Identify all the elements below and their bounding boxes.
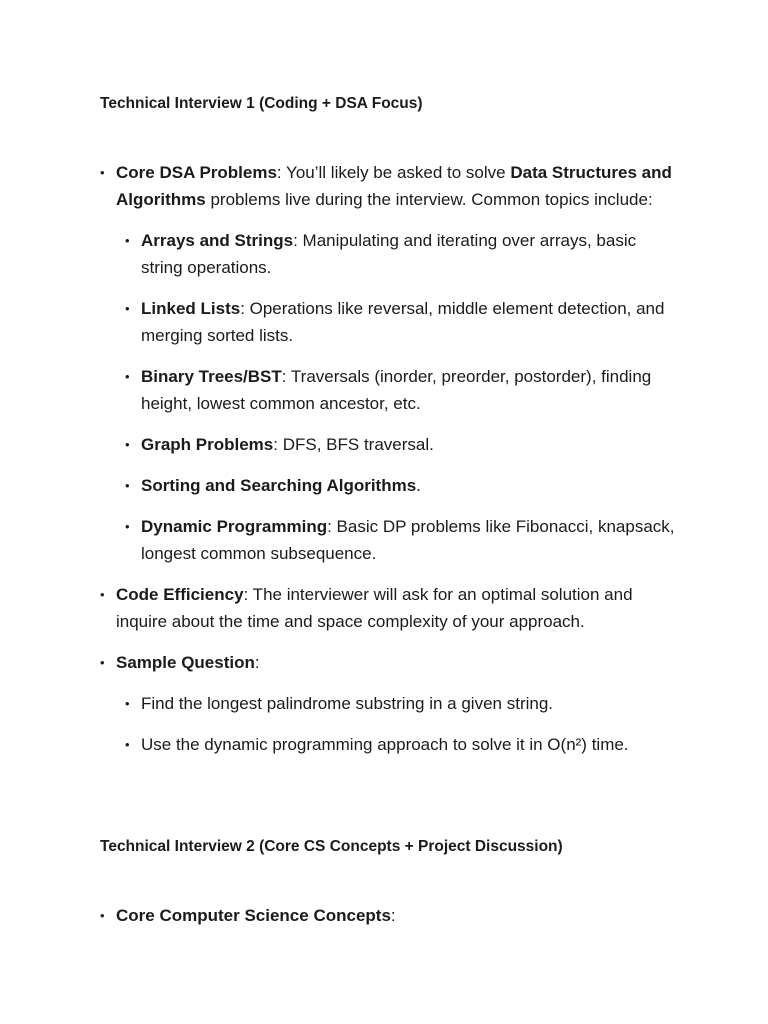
bold-term: Linked Lists (141, 299, 241, 318)
list-item-text (141, 227, 680, 281)
bullet-icon: • (125, 233, 130, 248)
bullet-icon: • (100, 587, 105, 602)
bullet-icon: • (125, 369, 130, 384)
item-text: problems live during the interview. Common topics include: (205, 190, 653, 209)
list-item (100, 902, 680, 929)
item-text: : You’ll likely be asked to solve (276, 163, 511, 182)
interview-2-list (100, 902, 680, 943)
item-text: : (254, 653, 260, 672)
bullet-icon: • (125, 301, 130, 316)
bullet-icon: • (125, 519, 130, 534)
section-heading-interview-1: Technical Interview 1 (Coding + DSA Focus) (100, 95, 423, 112)
sub-list-item (125, 731, 680, 758)
sub-list-item (125, 513, 680, 567)
item-text: Find the longest palindrome substring in a given string. (141, 694, 554, 713)
list-item (100, 581, 680, 635)
section-heading-interview-2: Technical Interview 2 (Core CS Concepts + Project Discussion) (100, 838, 563, 855)
list-item-text (116, 902, 680, 929)
bullet-icon: • (100, 165, 105, 180)
bullet-icon: • (125, 737, 130, 752)
item-text: : DFS, BFS traversal. (273, 435, 434, 454)
list-item-text (116, 649, 680, 676)
bold-term: Core Computer Science Concepts (116, 906, 391, 925)
item-text: : Traversals (inorder, preorder, postorder), finding height, lowest common ancestor, etc. (141, 367, 652, 413)
sub-list-item (125, 431, 680, 458)
list-item-text (141, 363, 680, 417)
list-item-text (141, 472, 680, 499)
bold-term: Dynamic Programming (141, 517, 328, 536)
list-item-text (141, 731, 680, 758)
sub-list-item (125, 227, 680, 281)
bold-term: Binary Trees/BST (141, 367, 282, 386)
sub-list-item (125, 363, 680, 417)
bold-term: Arrays and Strings (141, 231, 294, 250)
sub-list (125, 690, 680, 758)
bullet-icon: • (125, 696, 130, 711)
item-text: : (390, 906, 396, 925)
bullet-icon: • (100, 908, 105, 923)
item-text: : Manipulating and iterating over arrays, basic string operations. (141, 231, 637, 277)
bullet-icon: • (125, 437, 130, 452)
bold-term: Graph Problems (141, 435, 274, 454)
list-item (100, 649, 680, 758)
item-text: . (416, 476, 421, 495)
sub-list-item (125, 295, 680, 349)
item-text: : Basic DP problems like Fibonacci, knapsack, longest common subsequence. (141, 517, 675, 563)
bullet-icon: • (125, 478, 130, 493)
list-item-text (141, 295, 680, 349)
bold-term: Code Efficiency (116, 585, 244, 604)
bold-term: Sorting and Searching Algorithms (141, 476, 417, 495)
list-item-text (116, 159, 680, 213)
interview-1-list (100, 159, 680, 772)
item-text: : Operations like reversal, middle element detection, and merging sorted lists. (141, 299, 665, 345)
item-text: Use the dynamic programming approach to solve it in O(n²) time. (141, 735, 629, 754)
bold-term: Data Structures and Algorithms (116, 163, 672, 209)
sub-list (125, 227, 680, 567)
list-item-text (141, 513, 680, 567)
list-item-text (116, 581, 680, 635)
bold-term: Sample Question (116, 653, 255, 672)
sub-list-item (125, 472, 680, 499)
bold-term: Core DSA Problems (116, 163, 277, 182)
item-text: : The interviewer will ask for an optimal solution and inquire about the time and space complexity of your approach. (116, 585, 633, 631)
list-item-text (141, 431, 680, 458)
list-item-text (141, 690, 680, 717)
sub-list-item (125, 690, 680, 717)
bullet-icon: • (100, 655, 105, 670)
list-item (100, 159, 680, 567)
